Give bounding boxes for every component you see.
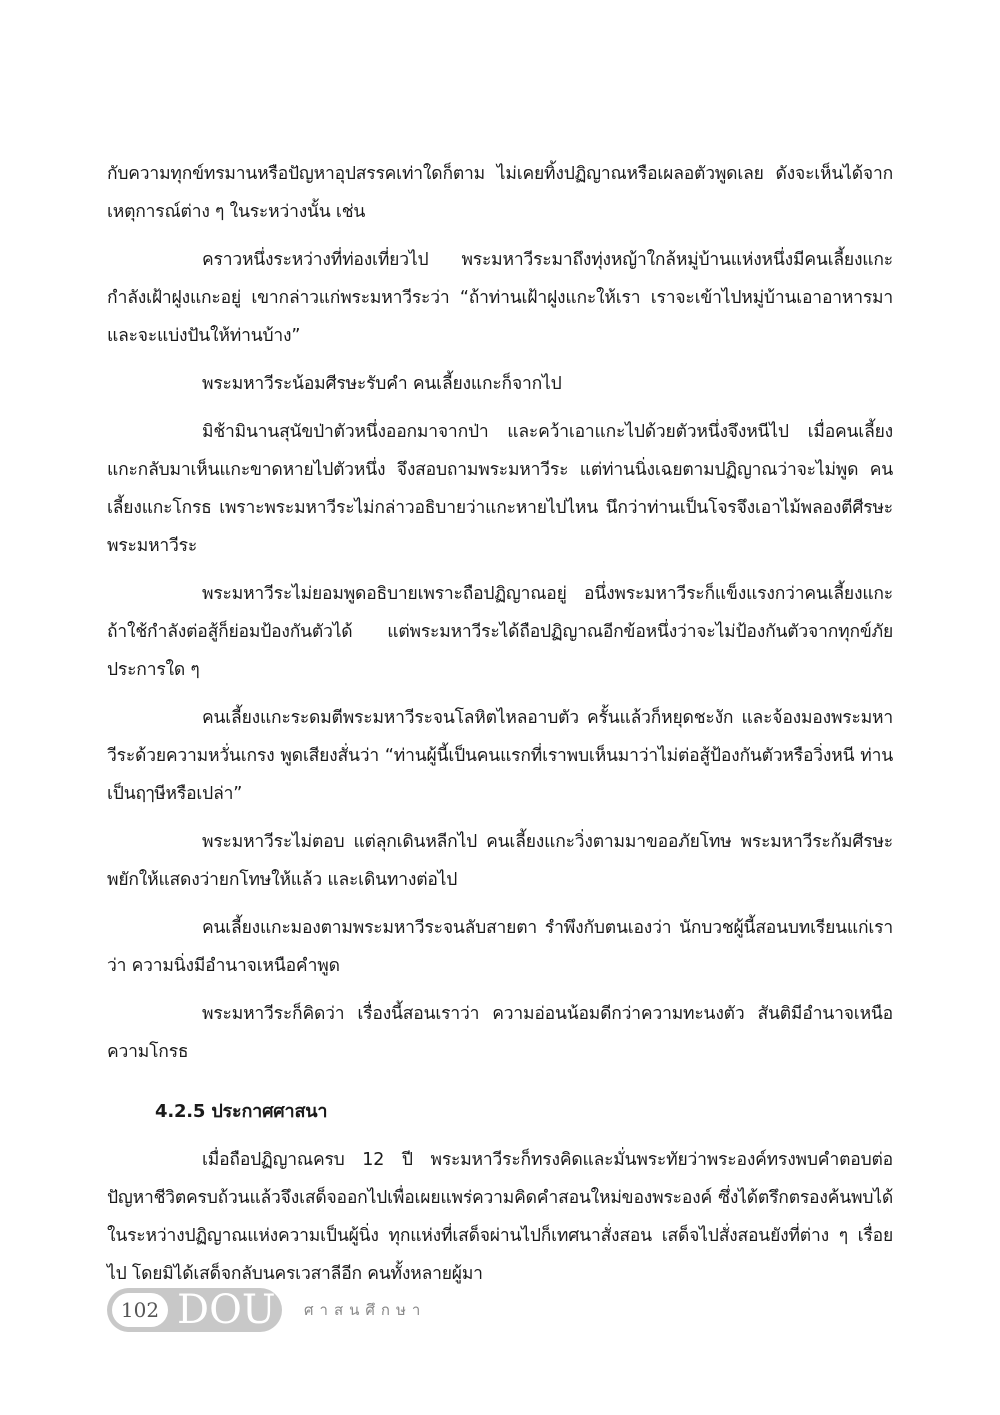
section-heading: 4.2.5 ประกาศศาสนา [155,1101,328,1122]
paragraph: มิช้ามินานสุนัขป่าตัวหนึ่งออกมาจากป่า และคว้าเอาแกะไปด้วยตัวหนึ่งจึงหนีไป เมื่อคนเลี้ยงแกะกลับมาเห็นแกะขาดหายไปตัวหนึ่ง จึงสอบถามพระมหาวีระ แต่ท่านนิ่งเฉยตามปฏิญาณว่าจะไม่พูด คนเลี้ยงแกะโกรธ เพราะพระมหาวีระไม่กล่าวอธิบายว่าแกะหายไปไหน นึกว่าท่านเป็นโจรจึงเอาไม้พลองตีศีรษะพระมหาวีระ [107,422,893,556]
page-number: 102 [112,1293,168,1327]
body-text [107,155,893,1303]
footer-badge [107,1288,282,1332]
paragraph: เมื่อถือปฏิญาณครบ 12 ปี พระมหาวีระก็ทรงคิดและมั่นพระทัยว่าพระองค์ทรงพบคำตอบต่อปัญหาชีวิตครบถ้วนแล้วจึงเสด็จออกไปเพื่อเผยแพร่ความคิดคำสอนใหม่ของพระองค์ ซึ่งได้ตรึกตรองค้นพบได้ในระหว่างปฏิญาณแห่งความเป็นผู้นิ่ง ทุกแห่งที่เสด็จผ่านไปก็เทศนาสั่งสอน เสด็จไปสั่งสอนยังที่ต่าง ๆ เรื่อยไป โดยมิได้เสด็จกลับนครเวสาลีอีก คนทั้งหลายผู้มา [107,1150,893,1284]
paragraph: พระมหาวีระน้อมศีรษะรับคำ คนเลี้ยงแกะก็จากไป [202,374,562,394]
paragraph: พระมหาวีระไม่ยอมพูดอธิบายเพราะถือปฏิญาณอยู่ อนึ่งพระมหาวีระก็แข็งแรงกว่าคนเลี้ยงแกะ ถ้าใช้กำลังต่อสู้ก็ย่อมป้องกันตัวได้ แต่พระมหาวีระได้ถือปฏิญาณอีกข้อหนึ่งว่าจะไม่ป้องกันตัวจากทุกข์ภัยประการใด ๆ [107,584,893,680]
paragraph: คนเลี้ยงแกะระดมตีพระมหาวีระจนโลหิตไหลอาบตัว ครั้นแล้วก็หยุดชะงัก และจ้องมองพระมหาวีระด้วยความหวั่นเกรง พูดเสียงสั่นว่า “ท่านผู้นี้เป็นคนแรกที่เราพบเห็นมาว่าไม่ต่อสู้ป้องกันตัวหรือวิ่งหนี ท่านเป็นฤๅษีหรือเปล่า” [107,708,893,804]
paragraph: พระมหาวีระก็คิดว่า เรื่องนี้สอนเราว่า ความอ่อนน้อมดีกว่าความทะนงตัว สันติมีอำนาจเหนือความโกรธ [107,1004,893,1062]
page-footer [107,1288,507,1332]
paragraph: คนเลี้ยงแกะมองตามพระมหาวีระจนลับสายตา รำพึงกับตนเองว่า นักบวชผู้นี้สอนบทเรียนแก่เราว่า ความนิ่งมีอำนาจเหนือคำพูด [107,918,893,976]
paragraph: คราวหนึ่งระหว่างที่ท่องเที่ยวไป พระมหาวีระมาถึงทุ่งหญ้าใกล้หมู่บ้านแห่งหนึ่งมีคนเลี้ยงแกะกำลังเฝ้าฝูงแกะอยู่ เขากล่าวแก่พระมหาวีระว่า “ถ้าท่านเฝ้าฝูงแกะให้เรา เราจะเข้าไปหมู่บ้านเอาอาหารมา และจะแบ่งปันให้ท่านบ้าง” [107,250,893,346]
course-name: ศาสนศึกษา [304,1301,427,1319]
paragraph: พระมหาวีระไม่ตอบ แต่ลุกเดินหลีกไป คนเลี้ยงแกะวิ่งตามมาขออภัยโทษ พระมหาวีระก้มศีรษะพยักให้แสดงว่ายกโทษให้แล้ว และเดินทางต่อไป [107,832,893,890]
paragraph-continuation: กับความทุกข์ทรมานหรือปัญหาอุปสรรคเท่าใดก็ตาม ไม่เคยทิ้งปฏิญาณหรือเผลอตัวพูดเลย ดังจะเห็นได้จากเหตุการณ์ต่าง ๆ ในระหว่างนั้น เช่น [107,164,893,222]
dou-logo: DOU [177,1287,276,1333]
